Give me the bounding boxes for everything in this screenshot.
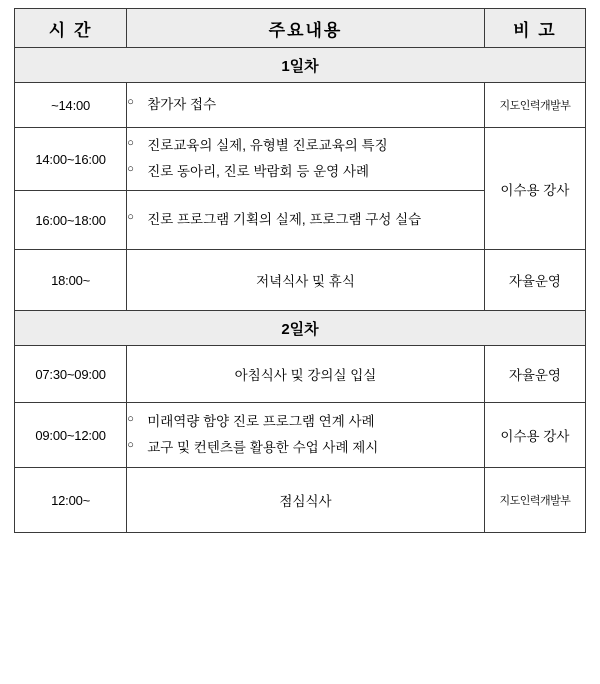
cell-time: 07:30~09:00 (15, 346, 127, 403)
cell-note: 자율운영 (484, 346, 585, 403)
column-header-content: 주요내용 (127, 9, 485, 48)
cell-content (127, 83, 485, 128)
table-row (15, 468, 586, 533)
cell-time: 12:00~ (15, 468, 127, 533)
cell-time: 18:00~ (15, 250, 127, 311)
day-separator-row (15, 48, 586, 83)
table-row (15, 403, 586, 468)
cell-note: 자율운영 (484, 250, 585, 311)
cell-note: 이수용 강사 (484, 128, 585, 250)
table-row (15, 128, 586, 191)
cell-content (127, 403, 485, 468)
cell-time: 16:00~18:00 (15, 191, 127, 250)
cell-content: 점심식사 (127, 468, 485, 533)
table-header-row (15, 9, 586, 48)
cell-time: 14:00~16:00 (15, 128, 127, 191)
cell-note: 지도인력개발부 (484, 468, 585, 533)
cell-time: 09:00~12:00 (15, 403, 127, 468)
cell-time: ~14:00 (15, 83, 127, 128)
cell-note: 지도인력개발부 (484, 83, 585, 128)
column-header-time: 시 간 (15, 9, 127, 48)
cell-content (127, 191, 485, 250)
list-item: ○ 진로 동아리, 진로 박람회 등 운영 사례 (127, 159, 484, 185)
column-header-note: 비 고 (484, 9, 585, 48)
cell-content (127, 128, 485, 191)
cell-note: 이수용 강사 (484, 403, 585, 468)
cell-content: 아침식사 및 강의실 입실 (127, 346, 485, 403)
schedule-table (14, 8, 586, 533)
table-row (15, 250, 586, 311)
table-row (15, 83, 586, 128)
list-item: ○ 참가자 접수 (127, 92, 484, 118)
day-label: 1일차 (15, 48, 586, 83)
list-item: ○ 교구 및 컨텐츠를 활용한 수업 사례 제시 (127, 435, 484, 461)
list-item: ○ 미래역량 함양 진로 프로그램 연계 사례 (127, 409, 484, 435)
cell-content: 저녁식사 및 휴식 (127, 250, 485, 311)
list-item: ○ 진로교육의 실제, 유형별 진로교육의 특징 (127, 133, 484, 159)
content-list (127, 92, 484, 118)
table-row (15, 346, 586, 403)
list-item: ○ 진로 프로그램 기획의 실제, 프로그램 구성 실습 (127, 207, 484, 233)
day-separator-row (15, 311, 586, 346)
content-list (127, 207, 484, 233)
content-list (127, 409, 484, 460)
content-list (127, 133, 484, 184)
day-label: 2일차 (15, 311, 586, 346)
